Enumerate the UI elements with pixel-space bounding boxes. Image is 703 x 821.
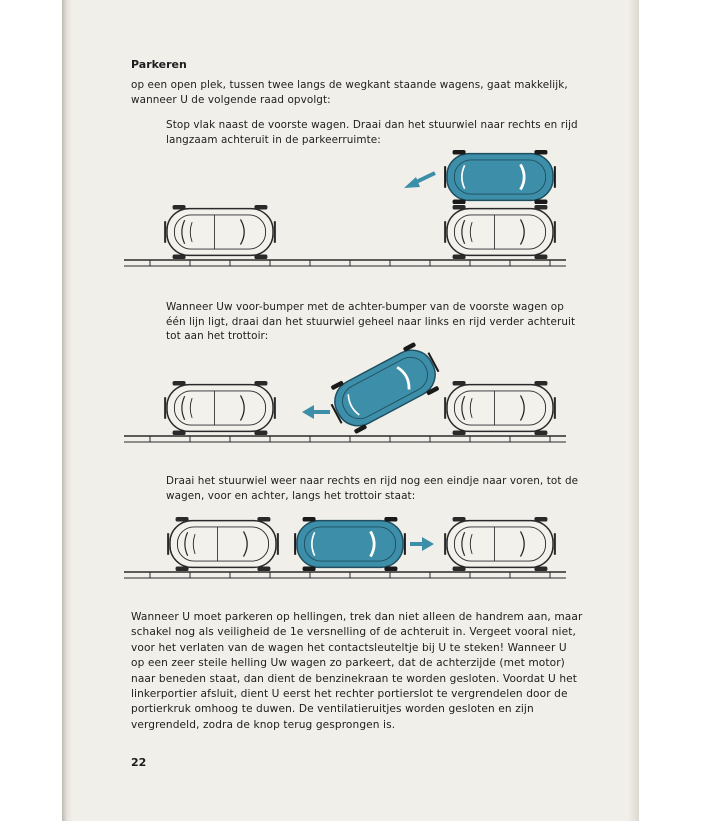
parking-figure-2	[120, 342, 570, 447]
page-gutter	[62, 0, 72, 821]
parking-figure-1	[120, 150, 570, 270]
page-number: 22	[131, 756, 147, 769]
section-title: Parkeren	[131, 58, 187, 71]
page-edge-shadow	[628, 0, 639, 821]
step-2-text: Wanneer Uw voor-bumper met de achter-bumper van de voorste wagen op één lijn ligt, draai dan het stuurwiel geheel naar links en rijd verder achteruit tot aan het trottoir:	[166, 301, 576, 343]
intro-text: op een open plek, tussen twee langs de wegkant staande wagens, gaat makkelijk, wanneer U de volgende raad opvolgt:	[131, 79, 568, 106]
step-3-text: Draai het stuurwiel weer naar rechts en rijd nog een eindje naar voren, tot de wagen, voor en achter, langs het trottoir staat:	[166, 475, 579, 502]
step-1-text: Stop vlak naast de voorste wagen. Draai dan het stuurwiel naar rechts en rijd langzaam achteruit in de parkeerruimte:	[166, 119, 578, 146]
parking-figure-3	[120, 510, 570, 585]
closing-paragraph: Wanneer U moet parkeren op hellingen, trek dan niet alleen de handrem aan, maar schakel nog als veiligheid de 1e versnelling of de achteruit in. Vergeet vooral niet, voor het verlaten van de wagen het contactsleuteltje bij U te steken! Wanneer U op een zeer steile helling Uw wagen zo parkeert, dat de achterzijde (met motor) naar beneden staat, dan dient de benzinekraan te worden gesloten. Voordat U het linkerportier afsluit, dient U eerst het rechter portierslot te vergrendelen door de portierkruk omhoog te duwen. De ventilatieruitjes worden gesloten en zijn vergrendeld, zodra de knop terug gesprongen is.	[131, 611, 583, 731]
